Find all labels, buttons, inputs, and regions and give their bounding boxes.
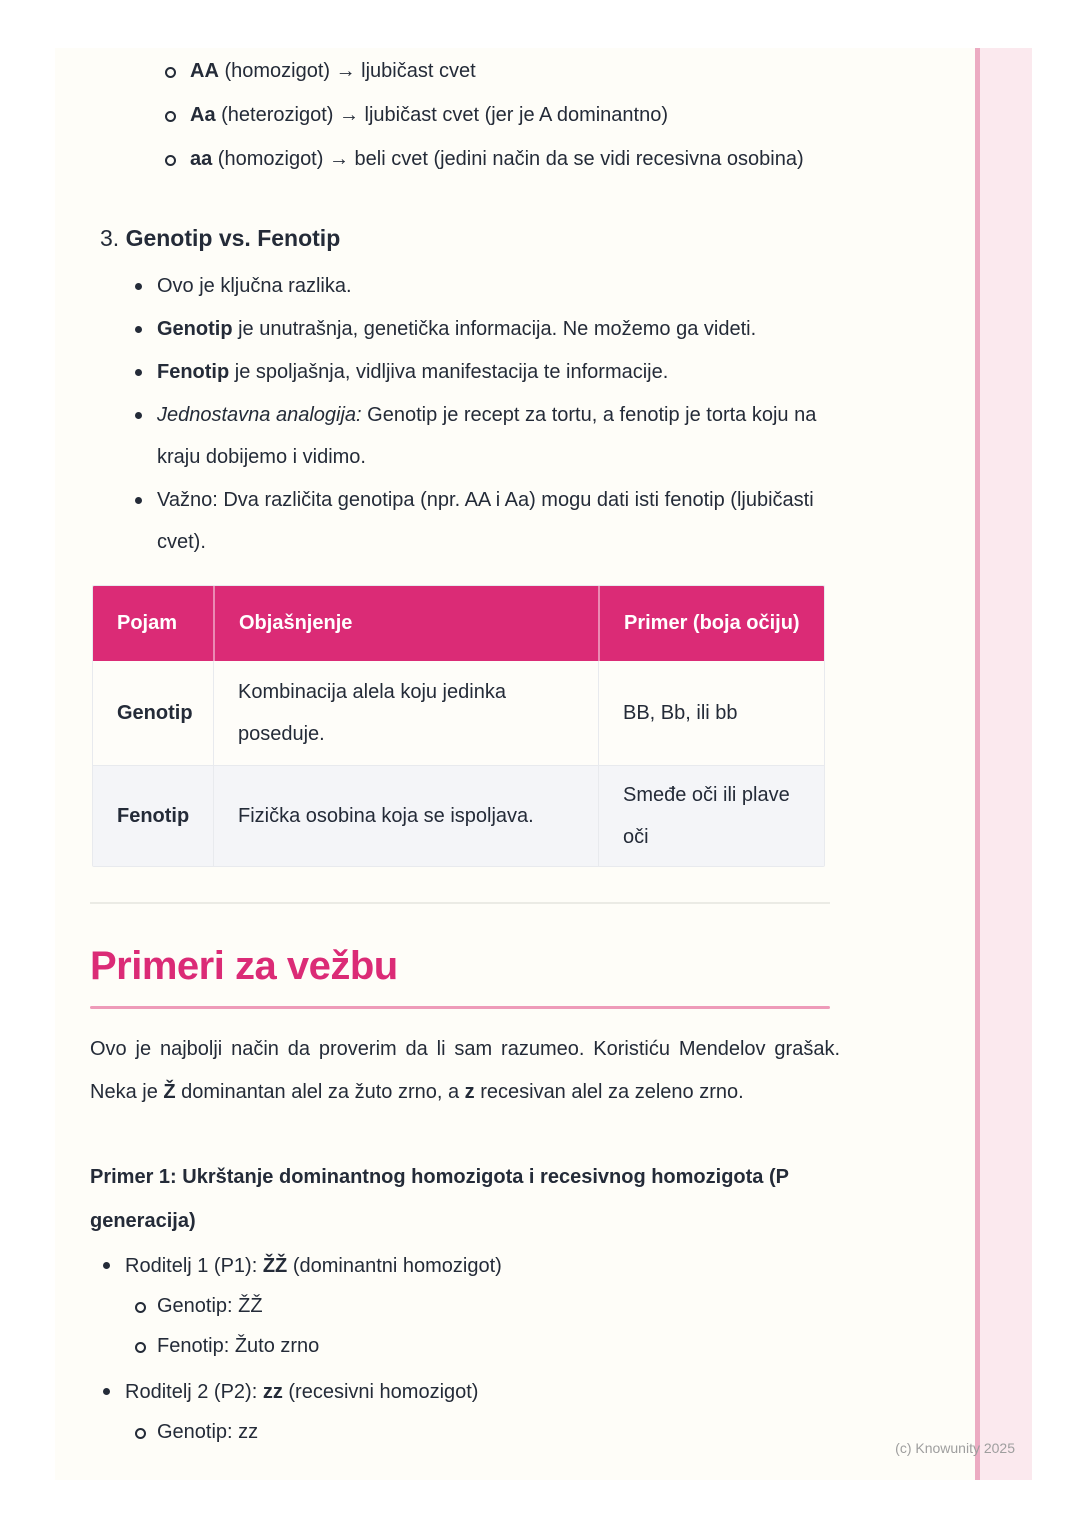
practice-intro-paragraph: Ovo je najbolji način da proverim da li sam razumeo. Koristiću Mendelov grašak. Neka je Ž dominantan alel za žuto zrno, a z recesivan alel za zeleno zrno. [90, 1038, 840, 1103]
section-title: Genotip vs. Fenotip [125, 225, 341, 251]
dot-bullet-icon [135, 326, 142, 333]
list-item-text: Važno: Dva različita genotipa (npr. AA i Aa) mogu dati isti fenotip (ljubičasti cvet). [157, 489, 814, 553]
list-item-text: Jednostavna analogija: Genotip je recept za tortu, a fenotip je torta koju na kraju dobijemo i vidimo. [157, 404, 817, 468]
list-item [93, 1412, 833, 1452]
allele-code: aa [190, 148, 213, 170]
right-stripe-band [980, 48, 1032, 1480]
dot-bullet-icon [135, 283, 142, 290]
list-item-text: Genotip je unutrašnja, genetička informacija. Ne možemo ga videti. [157, 318, 757, 340]
list-item [93, 1326, 833, 1366]
list-item [135, 394, 842, 478]
table-cell-explanation: Kombinacija alela koju jedinka poseduje. [213, 661, 598, 765]
dot-bullet-icon [135, 369, 142, 376]
list-item-text [190, 60, 476, 82]
table-cell-example: Smeđe oči ili plave oči [598, 766, 824, 866]
list-item-parent2 [93, 1372, 833, 1412]
allele-code: Aa [190, 104, 216, 126]
allele-desc: (homozigot) → ljubičast cvet [218, 60, 476, 82]
table-header-objasnjenje: Objašnjenje [213, 586, 598, 661]
circle-bullet-icon [135, 1342, 146, 1353]
list-item-text [190, 104, 668, 126]
example1-heading: Primer 1: Ukrštanje dominantnog homozigota i recesivnog homozigota (P generacija) [90, 1166, 789, 1232]
genotip-fenotip-bullet-list [135, 265, 842, 564]
list-item-text: Genotip: ŽŽ [157, 1295, 263, 1317]
table-row [93, 765, 824, 866]
dot-bullet-icon [103, 1388, 110, 1395]
list-item-text: Genotip: zz [157, 1421, 259, 1443]
list-item-text: Roditelj 1 (P1): ŽŽ (dominantni homozigot) [125, 1255, 502, 1277]
title-underline-rule [90, 1006, 830, 1009]
list-item [93, 1286, 833, 1326]
list-item-text: Roditelj 2 (P2): zz (recesivni homozigot) [125, 1381, 479, 1403]
dot-bullet-icon [135, 497, 142, 504]
table-header-primer: Primer (boja očiju) [598, 586, 824, 661]
circle-bullet-icon [165, 67, 176, 78]
table-header-pojam: Pojam [117, 612, 178, 634]
allele-desc: (heterozigot) → ljubičast cvet (jer je A dominantno) [215, 104, 669, 126]
circle-bullet-icon [165, 111, 176, 122]
dot-bullet-icon [103, 1262, 110, 1269]
section-divider [90, 902, 830, 904]
list-item [135, 351, 842, 393]
parent-group [93, 1372, 833, 1452]
allele-code: AA [190, 60, 219, 82]
table-header-row [93, 586, 824, 661]
parent2-sublist [93, 1412, 833, 1452]
circle-bullet-icon [165, 155, 176, 166]
list-item-text: Fenotip je spoljašnja, vidljiva manifestacija te informacije. [157, 361, 669, 383]
page-title-primeri-za-vezbu: Primeri za vežbu [90, 944, 398, 988]
parent-group [93, 1246, 833, 1366]
section-number: 3. [100, 225, 126, 251]
list-item [135, 479, 842, 563]
table-cell-term: Genotip [117, 702, 193, 724]
list-item [135, 308, 842, 350]
table-cell-term: Fenotip [117, 805, 190, 827]
circle-bullet-icon [135, 1302, 146, 1313]
table-cell-explanation: Fizička osobina koja se ispoljava. [213, 766, 598, 866]
list-item [155, 50, 830, 92]
allele-desc: (homozigot) → beli cvet (jedini način da se vidi recesivna osobina) [212, 148, 804, 170]
list-item [155, 94, 830, 136]
genotip-fenotip-table [92, 585, 825, 867]
list-item-text [190, 148, 804, 170]
allele-sublist [155, 50, 830, 182]
list-item [155, 138, 830, 180]
table-cell-example: BB, Bb, ili bb [598, 661, 824, 765]
table-row [93, 661, 824, 765]
list-item [135, 265, 842, 307]
parent1-sublist [93, 1286, 833, 1366]
circle-bullet-icon [135, 1428, 146, 1439]
list-item-text: Fenotip: Žuto zrno [157, 1335, 320, 1357]
copyright-watermark: (c) Knowunity 2025 [895, 1440, 1015, 1456]
list-item-parent1 [93, 1246, 833, 1286]
parents-list [93, 1246, 833, 1452]
list-item-text: Ovo je ključna razlika. [157, 275, 352, 297]
document-page [55, 48, 1032, 1480]
section-heading-genotip-vs-fenotip [100, 225, 340, 252]
dot-bullet-icon [135, 412, 142, 419]
